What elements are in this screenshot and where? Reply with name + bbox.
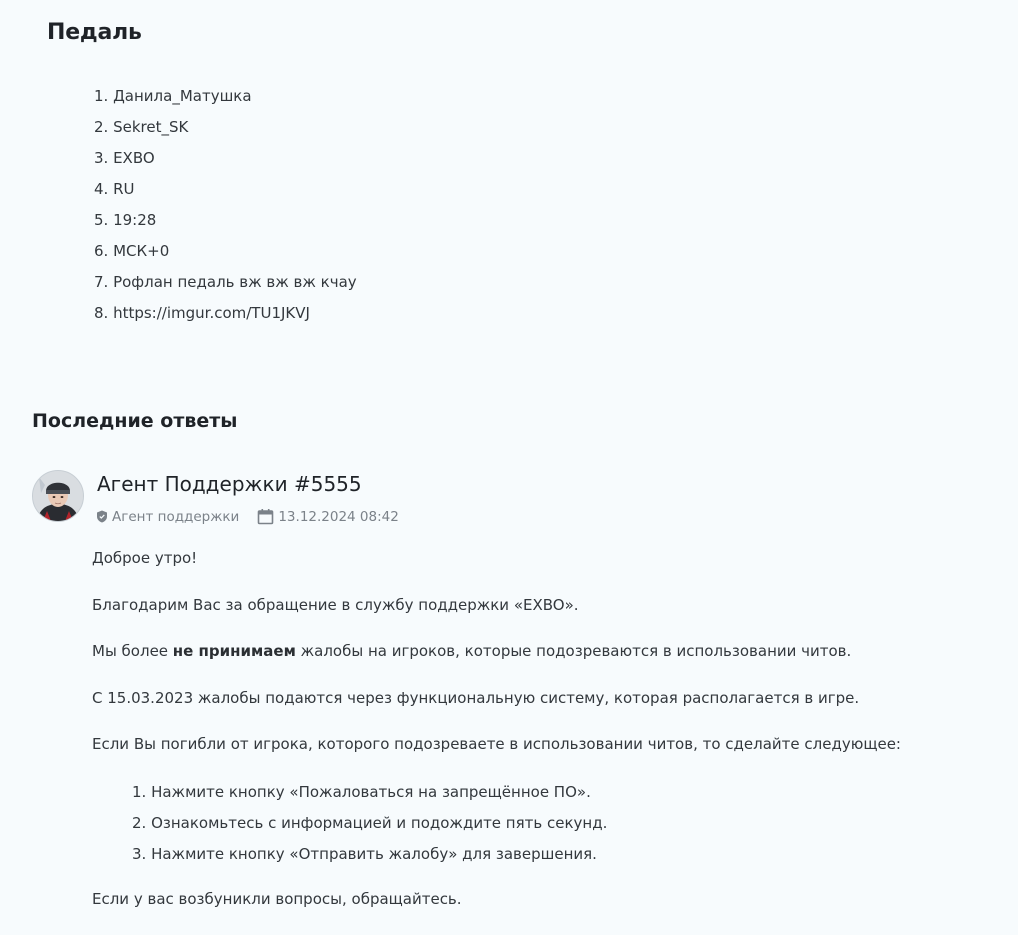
calendar-icon <box>257 508 274 525</box>
ticket-field-link[interactable]: 8. https://imgur.com/TU1JKVJ <box>94 300 357 331</box>
latest-replies-heading: Последние ответы <box>32 410 237 432</box>
reply-datetime: 13.12.2024 08:42 <box>278 509 399 525</box>
author-name[interactable]: Агент Поддержки #5555 <box>97 472 362 496</box>
shield-icon <box>96 510 108 523</box>
ticket-field: 2. Sekret_SK <box>94 114 357 145</box>
reply-notice <box>92 641 992 688</box>
reply-greeting: Доброе утро! <box>92 548 992 595</box>
ticket-field: 6. МСК+0 <box>94 238 357 269</box>
avatar-image <box>33 471 83 521</box>
reply-date-group <box>257 508 399 525</box>
ticket-field: 1. Данила_Матушка <box>94 83 357 114</box>
reply-instruction-intro: Если Вы погибли от игрока, которого подозреваете в использовании читов, то сделайте следующее: <box>92 734 992 781</box>
ticket-field: 5. 19:28 <box>94 207 357 238</box>
avatar[interactable] <box>32 470 84 522</box>
notice-text-after: жалобы на игроков, которые подозреваются в использовании читов. <box>296 642 851 660</box>
ticket-field: 3. EXBO <box>94 145 357 176</box>
author-role: Агент поддержки <box>112 509 239 525</box>
reply-since: С 15.03.2023 жалобы подаются через функциональную систему, которая располагается в игре. <box>92 688 992 735</box>
reply-body <box>92 548 992 935</box>
notice-emphasis: не принимаем <box>173 642 296 660</box>
reply-step: 1. Нажмите кнопку «Пожаловаться на запрещённое ПО». <box>132 782 992 813</box>
reply-step: 2. Ознакомьтесь с информацией и подождите пять секунд. <box>132 813 992 844</box>
reply-cut-line: Если у вас возбуникли вопросы, обращайтесь. <box>92 889 992 935</box>
ticket-fields-list <box>94 83 357 331</box>
ticket-field: 4. RU <box>94 176 357 207</box>
ticket-title: Педаль <box>47 20 142 45</box>
notice-text-before: Мы более <box>92 642 173 660</box>
ticket-field: 7. Рофлан педаль вж вж вж кчау <box>94 269 357 300</box>
reply-meta <box>96 508 399 525</box>
reply-step: 3. Нажмите кнопку «Отправить жалобу» для завершения. <box>132 844 992 875</box>
reply-thanks: Благодарим Вас за обращение в службу поддержки «EXBO». <box>92 595 992 642</box>
reply-steps-list <box>132 782 992 875</box>
